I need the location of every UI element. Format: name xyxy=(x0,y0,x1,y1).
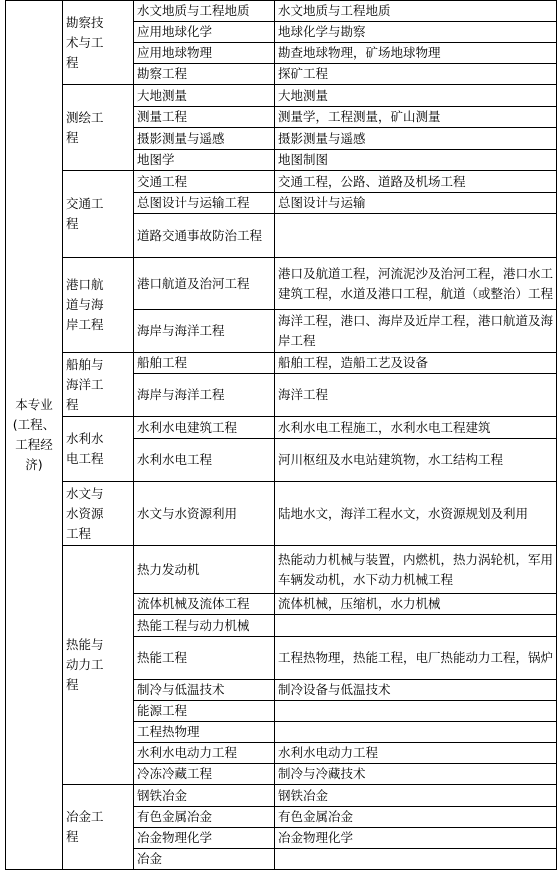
category-label: 勘察技术与工程 xyxy=(66,14,104,70)
category-cell xyxy=(63,258,134,353)
table-row xyxy=(6,171,557,193)
major-cell: 应用地球物理 xyxy=(134,43,275,64)
related-major-cell: 海洋工程，港口、海岸及近岸工程，港口航道及海岸工程 xyxy=(275,310,557,353)
major-cell: 能源工程 xyxy=(134,701,275,722)
major-cell: 水文地质与工程地质 xyxy=(134,1,275,22)
major-cell: 冶金 xyxy=(134,849,275,870)
related-major-cell xyxy=(275,214,557,258)
category-label: 测绘工程 xyxy=(66,109,104,145)
related-major-cell: 探矿工程 xyxy=(275,64,557,85)
major-cell: 摄影测量与遥感 xyxy=(134,128,275,150)
table-row xyxy=(6,482,557,546)
major-cell: 总图设计与运输工程 xyxy=(134,193,275,214)
related-major-cell: 冶金物理化学 xyxy=(275,828,557,849)
table-row xyxy=(6,353,557,374)
related-major-cell: 制冷设备与低温技术 xyxy=(275,680,557,701)
category-cell xyxy=(63,546,134,785)
table-row xyxy=(6,417,557,439)
related-major-cell: 钢铁冶金 xyxy=(275,785,557,807)
specialty-table xyxy=(5,0,557,870)
related-major-cell: 热能动力机械与装置，内燃机，热力涡轮机，军用车辆发动机，水下动力机械工程 xyxy=(275,546,557,594)
related-major-cell: 水利水电工程施工，水利水电工程建筑 xyxy=(275,417,557,439)
related-major-cell: 水文地质与工程地质 xyxy=(275,1,557,22)
major-cell: 冶金物理化学 xyxy=(134,828,275,849)
related-major-cell xyxy=(275,722,557,743)
category-cell xyxy=(63,171,134,258)
major-cell: 冷冻冷藏工程 xyxy=(134,764,275,785)
related-major-cell: 交通工程，公路、道路及机场工程 xyxy=(275,171,557,193)
related-major-cell: 水利水电动力工程 xyxy=(275,743,557,764)
table-body xyxy=(6,1,557,870)
category-cell xyxy=(63,417,134,482)
major-cell: 水利水电工程 xyxy=(134,439,275,482)
major-cell: 应用地球化学 xyxy=(134,22,275,43)
related-major-cell: 地图制图 xyxy=(275,150,557,171)
major-cell: 勘察工程 xyxy=(134,64,275,85)
table-row xyxy=(6,1,557,22)
category-label: 热能与动力工程 xyxy=(66,637,104,692)
major-cell: 交通工程 xyxy=(134,171,275,193)
related-major-cell xyxy=(275,615,557,637)
related-major-cell: 勘查地球物理，矿场地球物理 xyxy=(275,43,557,64)
related-major-cell: 大地测量 xyxy=(275,85,557,107)
table-row xyxy=(6,546,557,594)
related-major-cell: 流体机械，压缩机，水力机械 xyxy=(275,594,557,615)
related-major-cell: 有色金属冶金 xyxy=(275,807,557,828)
major-cell: 流体机械及流体工程 xyxy=(134,594,275,615)
table-row xyxy=(6,785,557,807)
major-cell: 水利水电动力工程 xyxy=(134,743,275,764)
related-major-cell: 测量学，工程测量，矿山测量 xyxy=(275,107,557,128)
major-cell: 钢铁冶金 xyxy=(134,785,275,807)
table-row xyxy=(6,85,557,107)
top-category-cell: 本专业(工程、工程经济) xyxy=(6,1,63,870)
major-cell: 港口航道及治河工程 xyxy=(134,258,275,310)
major-cell: 热能工程与动力机械 xyxy=(134,615,275,637)
related-major-cell: 河川枢纽及水电站建筑物，水工结构工程 xyxy=(275,439,557,482)
major-cell: 船舶工程 xyxy=(134,353,275,374)
category-label: 港口航道与海岸工程 xyxy=(66,277,104,332)
major-cell: 水文与水资源利用 xyxy=(134,482,275,546)
category-cell xyxy=(63,85,134,171)
major-cell: 大地测量 xyxy=(134,85,275,107)
related-major-cell: 摄影测量与遥感 xyxy=(275,128,557,150)
major-cell: 测量工程 xyxy=(134,107,275,128)
related-major-cell xyxy=(275,849,557,870)
major-cell: 工程热物理 xyxy=(134,722,275,743)
category-label: 冶金工程 xyxy=(66,809,104,844)
major-cell: 水利水电建筑工程 xyxy=(134,417,275,439)
category-cell xyxy=(63,353,134,417)
major-cell: 地图学 xyxy=(134,150,275,171)
category-label: 水文与水资源工程 xyxy=(66,485,104,541)
major-cell: 道路交通事故防治工程 xyxy=(134,214,275,258)
category-label: 交通工程 xyxy=(66,196,104,231)
related-major-cell xyxy=(275,701,557,722)
related-major-cell: 陆地水文，海洋工程水文，水资源规划及利用 xyxy=(275,482,557,546)
table-row xyxy=(6,258,557,310)
major-cell: 有色金属冶金 xyxy=(134,807,275,828)
category-cell xyxy=(63,482,134,546)
category-cell xyxy=(63,1,134,85)
major-cell: 制冷与低温技术 xyxy=(134,680,275,701)
major-cell: 热能工程 xyxy=(134,637,275,680)
major-cell: 热力发动机 xyxy=(134,546,275,594)
category-label: 水利水电工程 xyxy=(66,431,104,466)
related-major-cell: 海洋工程 xyxy=(275,374,557,417)
major-cell: 海岸与海洋工程 xyxy=(134,310,275,353)
category-label: 船舶与海洋工程 xyxy=(66,356,104,412)
related-major-cell: 地球化学与勘察 xyxy=(275,22,557,43)
related-major-cell: 港口及航道工程，河流泥沙及治河工程，港口水工建筑工程，水道及港口工程，航道（或整治）工程 xyxy=(275,258,557,310)
category-cell xyxy=(63,785,134,870)
major-cell: 海岸与海洋工程 xyxy=(134,374,275,417)
related-major-cell: 制冷与冷藏技术 xyxy=(275,764,557,785)
related-major-cell: 工程热物理，热能工程，电厂热能动力工程，锅炉 xyxy=(275,637,557,680)
related-major-cell: 总图设计与运输 xyxy=(275,193,557,214)
related-major-cell: 船舶工程，造船工艺及设备 xyxy=(275,353,557,374)
